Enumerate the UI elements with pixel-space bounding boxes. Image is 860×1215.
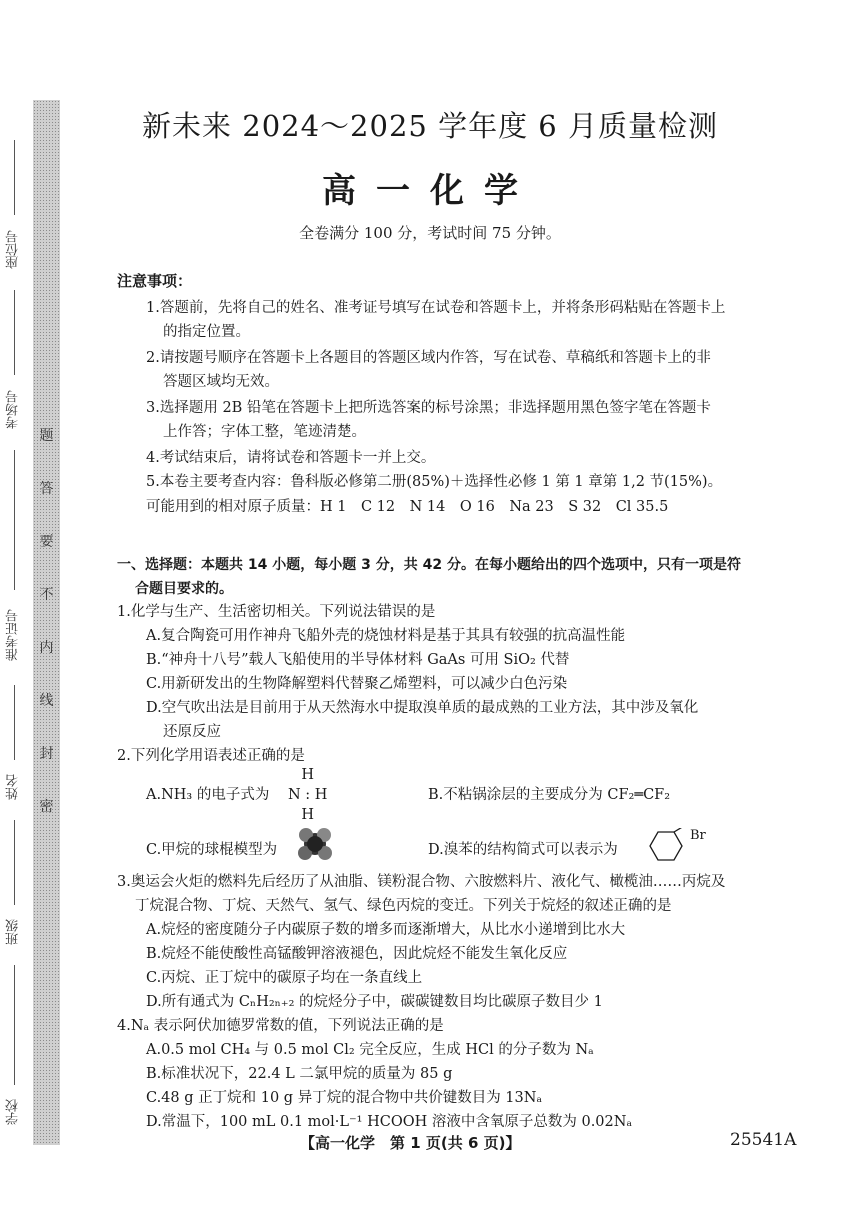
question-3-stem-cont: 丁烷混合物、丁烷、天然气、氢气、绿色丙烷的变迁。下列关于烷烃的叙述正确的是 <box>135 898 672 914</box>
seat-label: 座位号 <box>6 230 21 270</box>
q4-option-a: A.0.5 mol CH₄ 与 0.5 mol Cl₂ 完全反应，生成 HCl 的分子数为 Nₐ <box>146 1042 594 1058</box>
q3-option-c: C.丙烷、正丁烷中的碳原子均在一条直线上 <box>146 970 423 986</box>
section-heading-cont: 合题目要求的。 <box>135 581 233 597</box>
fill-line <box>14 820 15 905</box>
note-line: 可能用到的相对原子质量：H 1 C 12 N 14 O 16 Na 23 S 32 Cl 35.5 <box>146 499 669 515</box>
q1-option-a: A.复合陶瓷可用作神舟飞船外壳的烧蚀材料是基于其具有较强的抗高温性能 <box>146 628 626 644</box>
note-line: 2.请按题号顺序在答题卡上各题目的答题区域内作答，写在试卷、草稿纸和答题卡上的非 <box>146 350 711 366</box>
seal-char: 密 <box>39 799 54 815</box>
note-line: 的指定位置。 <box>163 324 250 340</box>
class-label: 班级 <box>6 919 21 946</box>
note-line: 5.本卷主要考查内容：鲁科版必修第二册(85%)＋选择性必修 1 第 1 章第 1,2 节(15%)。 <box>146 474 723 490</box>
exam-room-label: 考场号 <box>6 390 21 430</box>
q4-option-b: B.标准状况下，22.4 L 二氯甲烷的质量为 85 g <box>146 1066 453 1082</box>
formula-h-top: H <box>301 767 315 783</box>
page-footer: 【高一化学 第 1 页(共 6 页)】 <box>300 1134 521 1152</box>
note-line: 答题区域均无效。 <box>163 374 279 390</box>
seal-char: 不 <box>39 587 54 603</box>
bromine-label: Br <box>690 828 706 843</box>
score-info: 全卷满分 100 分，考试时间 75 分钟。 <box>299 224 561 242</box>
q1-option-c: C.用新研发出的生物降解塑料代替聚乙烯塑料，可以减少白色污染 <box>146 676 568 692</box>
q3-option-d: D.所有通式为 CₙH₂ₙ₊₂ 的烷烃分子中，碳碳键数目均比碳原子数目少 1 <box>146 994 603 1010</box>
q2-option-d-label: D.溴苯的结构简式可以表示为 <box>428 842 618 858</box>
q2-option-a-label: A.NH₃ 的电子式为 <box>146 787 270 803</box>
q3-option-b: B.烷烃不能使酸性高锰酸钾溶液褪色，因此烷烃不能发生氧化反应 <box>146 946 568 962</box>
q1-option-b: B.“神舟十八号”载人飞船使用的半导体材料 GaAs 可用 SiO₂ 代替 <box>146 652 570 668</box>
section-heading: 一、选择题：本题共 14 小题，每小题 3 分，共 42 分。在每小题给出的四个选项中，只有一项是符 <box>117 557 741 573</box>
seal-char: 答 <box>39 481 54 497</box>
q2-option-c-label: C.甲烷的球棍模型为 <box>146 842 278 858</box>
q3-option-a: A.烷烃的密度随分子内碳原子数的增多而逐渐增大，从比水小递增到比水大 <box>146 922 626 938</box>
fill-line <box>14 965 15 1085</box>
notes-heading: 注意事项： <box>117 272 193 290</box>
binding-strip <box>33 100 60 1145</box>
methane-ball-model <box>294 822 336 864</box>
formula-h-bottom: H <box>301 807 315 823</box>
seal-char: 线 <box>39 693 54 709</box>
question-3-stem: 3.奥运会火炬的燃料先后经历了从油脂、镁粉混合物、六胺燃料片、液化气、橄榄油……丙烷及 <box>117 874 726 890</box>
exam-id-label: 准考证号 <box>6 609 21 661</box>
question-4-stem: 4.Nₐ 表示阿伏加德罗常数的值，下列说法正确的是 <box>117 1018 444 1034</box>
name-label: 姓名 <box>6 774 21 801</box>
note-line: 上作答；字体工整，笔迹清楚。 <box>163 424 366 440</box>
q4-option-c: C.48 g 正丁烷和 10 g 异丁烷的混合物中共价键数目为 13Nₐ <box>146 1090 543 1106</box>
question-2-stem: 2.下列化学用语表述正确的是 <box>117 748 305 764</box>
subject-title: 高一化学 <box>322 171 538 211</box>
note-line: 1.答题前，先将自己的姓名、准考证号填写在试卷和答题卡上，并将条形码粘贴在答题卡上 <box>146 300 726 316</box>
formula-middle <box>288 785 327 805</box>
exam-title: 新未来 2024～2025 学年度 6 月质量检测 <box>142 109 718 143</box>
nh3-electron-formula <box>288 765 327 825</box>
q2-option-b: B.不粘锅涂层的主要成分为 CF₂═CF₂ <box>428 787 671 803</box>
seal-char: 题 <box>39 428 54 444</box>
school-label: 学校 <box>6 1099 21 1126</box>
fill-line <box>14 290 15 375</box>
q1-option-d-cont: 还原反应 <box>163 724 221 740</box>
note-line: 4.考试结束后，请将试卷和答题卡一并上交。 <box>146 450 436 466</box>
seal-char: 封 <box>39 746 54 762</box>
q4-option-d: D.常温下，100 mL 0.1 mol·L⁻¹ HCOOH 溶液中含氧原子总数为 0.02Nₐ <box>146 1114 633 1130</box>
q1-option-d: D.空气吹出法是目前用于从天然海水中提取溴单质的最成熟的工业方法，其中涉及氧化 <box>146 700 699 716</box>
seal-char: 内 <box>39 640 54 656</box>
fill-line <box>14 685 15 760</box>
paper-code: 25541A <box>730 1130 797 1150</box>
seal-char: 要 <box>39 534 54 550</box>
fill-line <box>14 450 15 590</box>
note-line: 3.选择题用 2B 铅笔在答题卡上把所选答案的标号涂黑；非选择题用黑色签字笔在答题卡 <box>146 400 711 416</box>
question-1-stem: 1.化学与生产、生活密切相关。下列说法错误的是 <box>117 604 436 620</box>
formula-n-h: N : H <box>288 787 328 803</box>
